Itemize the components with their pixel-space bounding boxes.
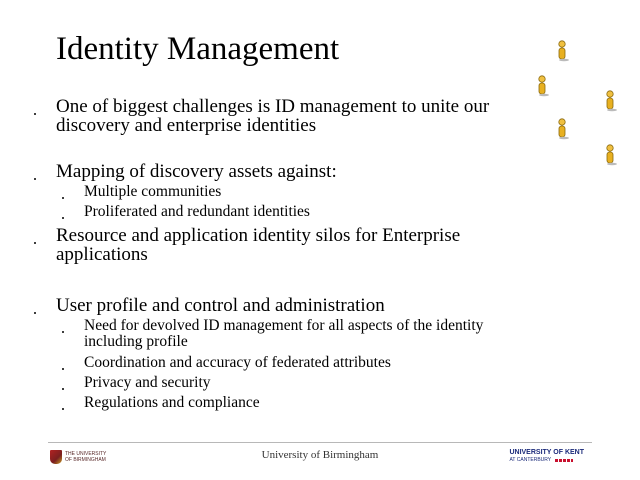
bullet-item [56, 296, 526, 315]
sub-bullet-text: Need for devolved ID management for all aspects of the identity including profile [84, 317, 484, 350]
sub-bullet-text: Regulations and compliance [84, 394, 260, 411]
slide-title: Identity Management [56, 31, 340, 67]
bullet-text: Mapping of discovery assets against: [56, 161, 337, 182]
bullet-text: User profile and control and administration [56, 295, 385, 316]
person-icon [604, 144, 618, 166]
university-of-kent-logo [509, 449, 584, 463]
bullet-marker [34, 113, 36, 115]
footer-text: University of Birmingham [261, 449, 379, 461]
person-icon [556, 40, 570, 62]
bullet-marker [34, 178, 36, 180]
sub-bullet-item [84, 184, 524, 200]
sub-bullet-text: Multiple communities [84, 183, 222, 200]
bullet-marker [34, 242, 36, 244]
bullet-marker [62, 368, 64, 370]
sub-bullet-item [84, 355, 524, 371]
person-icon [604, 90, 618, 112]
person-icon [536, 75, 550, 97]
person-icon [556, 118, 570, 140]
logo-subtext: AT CANTERBURY [509, 457, 552, 463]
bullet-item [56, 97, 526, 135]
sub-bullet-text: Coordination and accuracy of federated attributes [84, 354, 391, 371]
bullet-item [56, 226, 526, 264]
logo-bar-icon [555, 459, 573, 462]
sub-bullet-item [84, 375, 524, 391]
footer-divider [48, 442, 592, 443]
bullet-text: Resource and application identity silos for Enterprise applications [56, 225, 461, 265]
sub-bullet-item [84, 395, 524, 411]
bullet-text: One of biggest challenges is ID management to unite our discovery and enterprise identities [56, 96, 490, 136]
logo-text: THE UNIVERSITY OF BIRMINGHAM [65, 451, 107, 463]
bullet-marker [62, 331, 64, 333]
sub-bullet-item [84, 204, 524, 220]
bullet-marker [34, 312, 36, 314]
logo-subtext-row [509, 457, 584, 463]
bullet-marker [62, 408, 64, 410]
bullet-item [56, 162, 526, 181]
bullet-marker [62, 197, 64, 199]
logo-text: UNIVERSITY OF KENT [509, 449, 584, 456]
sub-bullet-text: Proliferated and redundant identities [84, 203, 310, 220]
bullet-marker [62, 217, 64, 219]
sub-bullet-item [84, 318, 524, 350]
bullet-marker [62, 388, 64, 390]
sub-bullet-text: Privacy and security [84, 374, 211, 391]
